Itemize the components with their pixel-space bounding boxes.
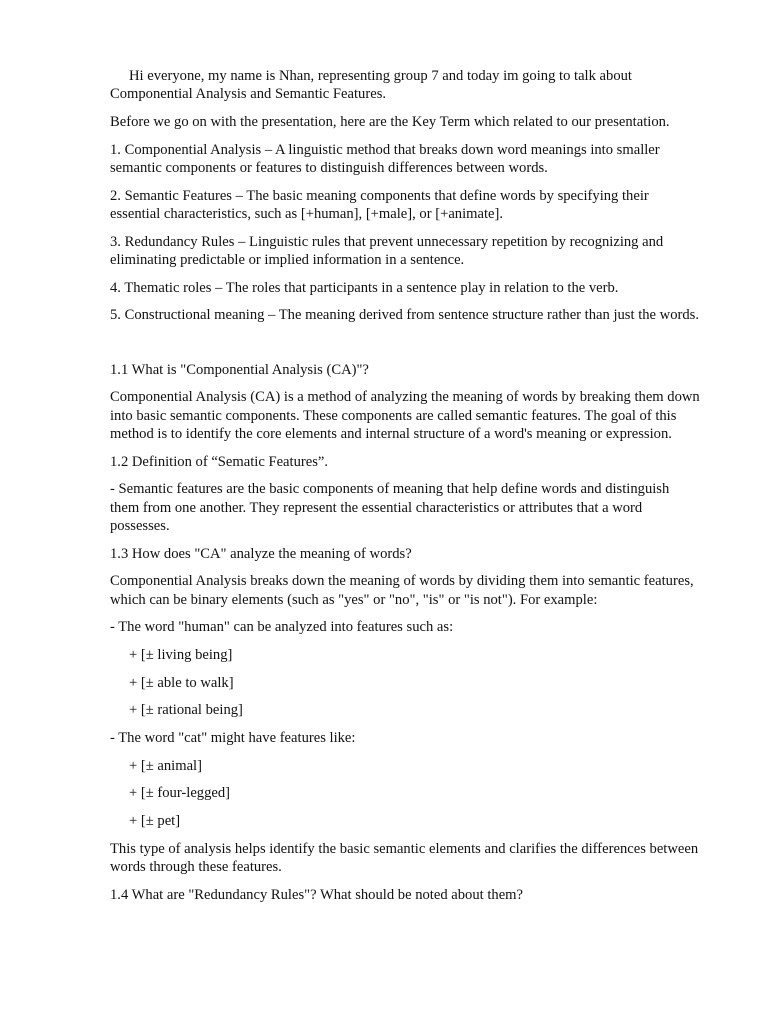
feature-item: + [± four-legged] — [129, 785, 231, 802]
section-1-4-heading: 1.4 What are "Redundancy Rules"? What should be noted about them? — [110, 886, 524, 903]
section-1-3-conclusion: This type of analysis helps identify the basic semantic elements and clarifies the differences between words through these features. — [110, 840, 699, 876]
feature-item: + [± animal] — [129, 757, 202, 774]
feature-item: + [± able to walk] — [129, 674, 234, 691]
document-body — [110, 67, 700, 913]
section-1-1-body: Componential Analysis (CA) is a method of analyzing the meaning of words by breaking them down into basic semantic components. These components are called semantic features. The goal of this method is to identify the core elements and internal structure of a word's meaning or expression. — [110, 389, 700, 442]
key-term-item: 2. Semantic Features – The basic meaning components that define words by specifying their essential characteristics, such as [+human], [+male], or [+animate]. — [110, 187, 649, 222]
section-1-2-heading: 1.2 Definition of “Sematic Features”. — [110, 453, 329, 470]
intro-paragraph: Hi everyone, my name is Nhan, representing group 7 and today im going to talk about Componential Analysis and Semantic Features. — [110, 68, 632, 103]
section-1-1-heading: 1.1 What is "Componential Analysis (CA)"? — [110, 361, 369, 378]
feature-item: + [± pet] — [129, 813, 181, 830]
key-term-item: 3. Redundancy Rules – Linguistic rules that prevent unnecessary repetition by recognizing and eliminating predictable or implied information in a sentence. — [110, 233, 664, 268]
human-example-intro: - The word "human" can be analyzed into features such as: — [110, 619, 454, 636]
key-term-item: 4. Thematic roles – The roles that participants in a sentence play in relation to the verb. — [110, 279, 619, 296]
section-1-3-heading: 1.3 How does "CA" analyze the meaning of words? — [110, 545, 412, 562]
section-1-2-body: - Semantic features are the basic components of meaning that help define words and distinguish them from one another. They represent the essential characteristics or attributes that a word possesses. — [110, 481, 670, 534]
key-term-intro: Before we go on with the presentation, here are the Key Term which related to our presentation. — [110, 113, 670, 130]
cat-example-intro: - The word "cat" might have features like: — [110, 729, 356, 746]
key-term-item: 5. Constructional meaning – The meaning derived from sentence structure rather than just the words. — [110, 307, 699, 324]
section-1-3-body: Componential Analysis breaks down the meaning of words by dividing them into semantic features, which can be binary elements (such as "yes" or "no", "is" or "is not"). For example: — [110, 573, 694, 608]
feature-item: + [± living being] — [129, 646, 233, 663]
key-term-item: 1. Componential Analysis – A linguistic method that breaks down word meanings into smaller semantic components or features to distinguish differences between words. — [110, 141, 660, 176]
feature-item: + [± rational being] — [129, 702, 243, 719]
